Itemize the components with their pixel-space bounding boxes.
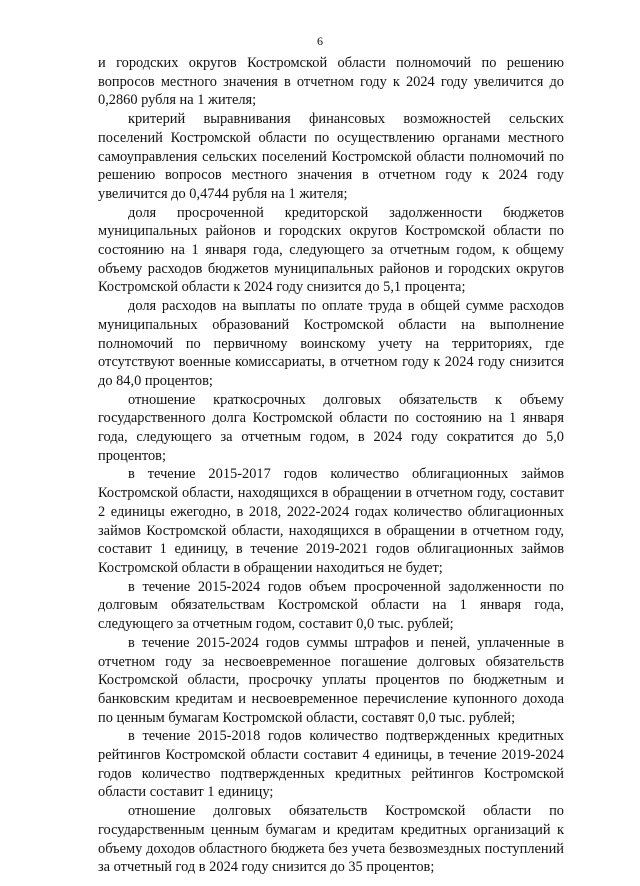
paragraph-credit-ratings: в течение 2015-2018 годов количество подтвержденных кредитных рейтингов Костромской области составит 4 единицы, в течение 2019-2024 годов количество подтвержденных кредитных рейтингов Костромской области составит 1 единицу; (98, 728, 564, 801)
paragraph-debt-ratio: отношение долговых обязательств Костромской области по государственным ценным бумагам и кредитам кредитных организаций к объему доходов областного бюджета без учета безвозмездных поступлений за отчетный год в 2024 году снизится до 35 процентов; (98, 803, 564, 876)
page-number: 6 (317, 34, 323, 48)
paragraph-penalties: в течение 2015-2024 годов суммы штрафов и пеней, уплаченные в отчетном году за несвоевременное погашение долговых обязательств Костромской области, просрочку уплаты процентов по бюджетным и банковским кредитам и несвоевременное перечисление купонного дохода по ценным бумагам Костромской области, составят 0,0 тыс. рублей; (98, 634, 564, 726)
paragraph-overdue-debt: в течение 2015-2024 годов объем просроченной задолженности по долговым обязательствам Костромской области на 1 января года, следующего за отчетным годом, составит 0,0 тыс. рублей; (98, 578, 564, 633)
paragraph-rural-equalization: критерий выравнивания финансовых возможностей сельских поселений Костромской области по осуществлению органами местного самоуправления сельских поселений Костромской области полномочий по решению вопросов местного значения в отчетном году к 2024 году увеличится до 0,4744 рубля на 1 жителя; (98, 111, 564, 202)
paragraph-continuation: и городских округов Костромской области полномочий по решению вопросов местного значения в отчетном году к 2024 году увеличится до 0,2860 рубля на 1 жителя; (98, 55, 564, 109)
document-body (98, 54, 564, 877)
paragraph-military-registration: доля расходов на выплаты по оплате труда в общей сумме расходов муниципальных образований Костромской области на выполнение полномочий по первичному воинскому учету на территориях, где отсутствуют военные комиссариаты, в отчетном году к 2024 году снизится до 84,0 процентов; (98, 298, 564, 389)
paragraph-overdue-payables: доля просроченной кредиторской задолженности бюджетов муниципальных районов и городских округов Костромской области по состоянию на 1 января года, следующего за отчетным годом, к общему объему расходов бюджетов муниципальных районов и городских округов Костромской области к 2024 году снизится до 5,1 процента; (98, 204, 564, 296)
paragraph-short-term-debt: отношение краткосрочных долговых обязательств к объему государственного долга Костромской области по состоянию на 1 января года, следующего за отчетным годом, в 2024 году сократится до 5,0 процентов; (98, 391, 564, 464)
paragraph-bond-loans: в течение 2015-2017 годов количество облигационных займов Костромской области, находящихся в обращении в отчетном году, составит 2 единицы ежегодно, в 2018, 2022-2024 годах количество облигационных займов Костромской области, находящихся в обращении в отчетном году, составит 1 единицу, в течение 2019-2021 годов облигационных займов Костромской области в обращении находиться не будет; (98, 466, 564, 576)
